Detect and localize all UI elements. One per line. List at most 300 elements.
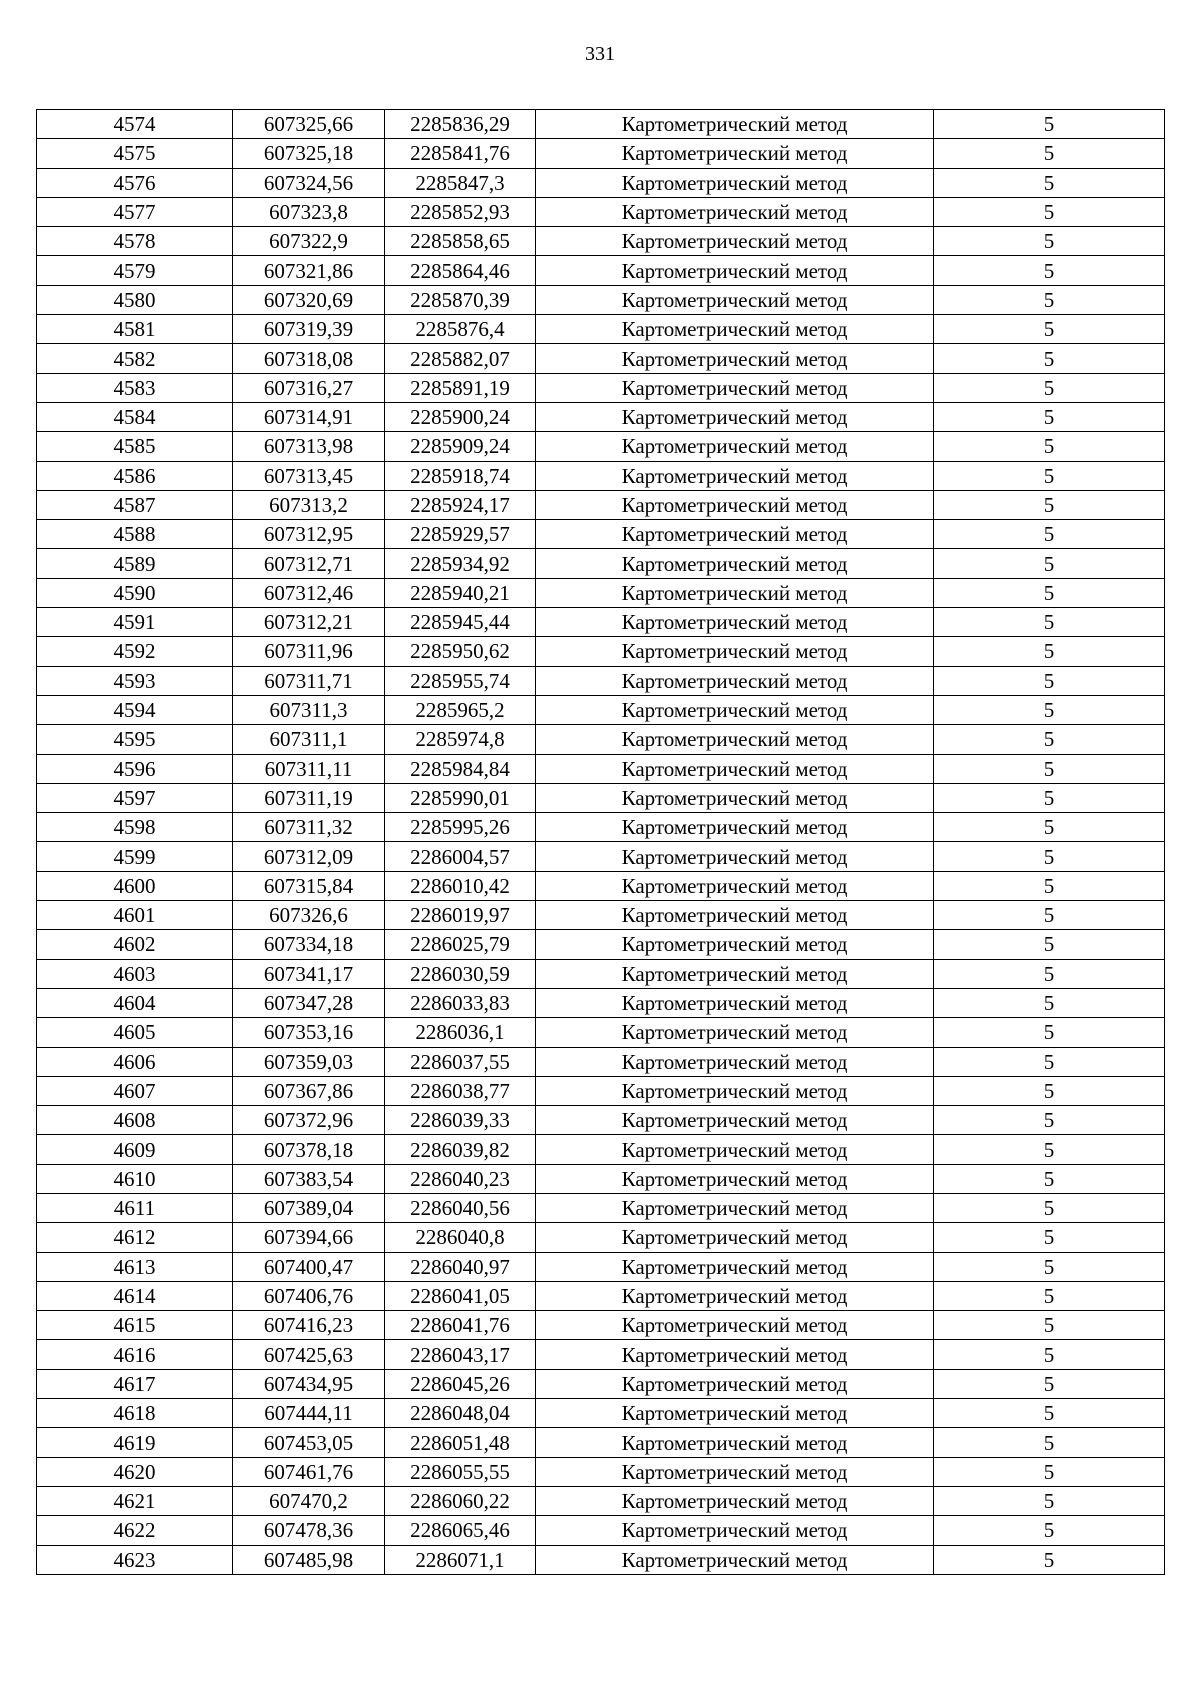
accuracy-cell: 5 [934, 490, 1165, 519]
table-body [37, 110, 1165, 1575]
method-cell: Картометрический метод [536, 666, 934, 695]
accuracy-cell: 5 [934, 1428, 1165, 1457]
method-cell: Картометрический метод [536, 578, 934, 607]
method-cell: Картометрический метод [536, 930, 934, 959]
y-coordinate-cell: 2286071,1 [385, 1545, 536, 1574]
table-row [37, 783, 1165, 812]
table-row [37, 1281, 1165, 1310]
point-number-cell: 4615 [37, 1311, 233, 1340]
accuracy-cell: 5 [934, 1223, 1165, 1252]
point-number-cell: 4618 [37, 1399, 233, 1428]
method-cell: Картометрический метод [536, 139, 934, 168]
method-cell: Картометрический метод [536, 988, 934, 1017]
table-row [37, 1076, 1165, 1105]
point-number-cell: 4586 [37, 461, 233, 490]
accuracy-cell: 5 [934, 285, 1165, 314]
table-row [37, 256, 1165, 285]
table-row [37, 1164, 1165, 1193]
point-number-cell: 4609 [37, 1135, 233, 1164]
x-coordinate-cell: 607359,03 [233, 1047, 385, 1076]
accuracy-cell: 5 [934, 1369, 1165, 1398]
point-number-cell: 4593 [37, 666, 233, 695]
y-coordinate-cell: 2286060,22 [385, 1486, 536, 1515]
method-cell: Картометрический метод [536, 1369, 934, 1398]
x-coordinate-cell: 607312,95 [233, 520, 385, 549]
table-row [37, 1457, 1165, 1486]
accuracy-cell: 5 [934, 168, 1165, 197]
method-cell: Картометрический метод [536, 344, 934, 373]
x-coordinate-cell: 607416,23 [233, 1311, 385, 1340]
y-coordinate-cell: 2286040,8 [385, 1223, 536, 1252]
method-cell: Картометрический метод [536, 1311, 934, 1340]
y-coordinate-cell: 2285909,24 [385, 432, 536, 461]
accuracy-cell: 5 [934, 315, 1165, 344]
accuracy-cell: 5 [934, 1545, 1165, 1574]
table-row [37, 285, 1165, 314]
accuracy-cell: 5 [934, 373, 1165, 402]
table-row [37, 1399, 1165, 1428]
table-row [37, 1545, 1165, 1574]
method-cell: Картометрический метод [536, 813, 934, 842]
method-cell: Картометрический метод [536, 901, 934, 930]
y-coordinate-cell: 2286039,82 [385, 1135, 536, 1164]
table-row [37, 197, 1165, 226]
y-coordinate-cell: 2285900,24 [385, 402, 536, 431]
accuracy-cell: 5 [934, 1486, 1165, 1515]
accuracy-cell: 5 [934, 432, 1165, 461]
x-coordinate-cell: 607461,76 [233, 1457, 385, 1486]
table-row [37, 666, 1165, 695]
method-cell: Картометрический метод [536, 1399, 934, 1428]
point-number-cell: 4574 [37, 110, 233, 139]
x-coordinate-cell: 607378,18 [233, 1135, 385, 1164]
accuracy-cell: 5 [934, 1252, 1165, 1281]
table-row [37, 1223, 1165, 1252]
method-cell: Картометрический метод [536, 1457, 934, 1486]
point-number-cell: 4587 [37, 490, 233, 519]
table-row [37, 871, 1165, 900]
accuracy-cell: 5 [934, 402, 1165, 431]
table-row [37, 315, 1165, 344]
point-number-cell: 4591 [37, 608, 233, 637]
y-coordinate-cell: 2286048,04 [385, 1399, 536, 1428]
x-coordinate-cell: 607341,17 [233, 959, 385, 988]
method-cell: Картометрический метод [536, 227, 934, 256]
accuracy-cell: 5 [934, 1018, 1165, 1047]
method-cell: Картометрический метод [536, 1223, 934, 1252]
table-row [37, 1252, 1165, 1281]
method-cell: Картометрический метод [536, 285, 934, 314]
point-number-cell: 4598 [37, 813, 233, 842]
point-number-cell: 4608 [37, 1106, 233, 1135]
accuracy-cell: 5 [934, 695, 1165, 724]
method-cell: Картометрический метод [536, 842, 934, 871]
point-number-cell: 4582 [37, 344, 233, 373]
point-number-cell: 4623 [37, 1545, 233, 1574]
y-coordinate-cell: 2286055,55 [385, 1457, 536, 1486]
method-cell: Картометрический метод [536, 315, 934, 344]
x-coordinate-cell: 607485,98 [233, 1545, 385, 1574]
accuracy-cell: 5 [934, 344, 1165, 373]
table-row [37, 695, 1165, 724]
accuracy-cell: 5 [934, 608, 1165, 637]
x-coordinate-cell: 607326,6 [233, 901, 385, 930]
table-row [37, 1311, 1165, 1340]
method-cell: Картометрический метод [536, 1486, 934, 1515]
x-coordinate-cell: 607367,86 [233, 1076, 385, 1105]
y-coordinate-cell: 2286019,97 [385, 901, 536, 930]
point-number-cell: 4602 [37, 930, 233, 959]
y-coordinate-cell: 2285836,29 [385, 110, 536, 139]
accuracy-cell: 5 [934, 1193, 1165, 1222]
method-cell: Картометрический метод [536, 1545, 934, 1574]
point-number-cell: 4595 [37, 725, 233, 754]
y-coordinate-cell: 2286041,05 [385, 1281, 536, 1310]
method-cell: Картометрический метод [536, 608, 934, 637]
point-number-cell: 4607 [37, 1076, 233, 1105]
point-number-cell: 4600 [37, 871, 233, 900]
point-number-cell: 4613 [37, 1252, 233, 1281]
x-coordinate-cell: 607318,08 [233, 344, 385, 373]
method-cell: Картометрический метод [536, 1018, 934, 1047]
table-row [37, 139, 1165, 168]
table-row [37, 520, 1165, 549]
y-coordinate-cell: 2285847,3 [385, 168, 536, 197]
y-coordinate-cell: 2286036,1 [385, 1018, 536, 1047]
table-row [37, 578, 1165, 607]
y-coordinate-cell: 2285965,2 [385, 695, 536, 724]
table-row [37, 1106, 1165, 1135]
y-coordinate-cell: 2286045,26 [385, 1369, 536, 1398]
accuracy-cell: 5 [934, 1106, 1165, 1135]
table-row [37, 608, 1165, 637]
method-cell: Картометрический метод [536, 725, 934, 754]
y-coordinate-cell: 2285864,46 [385, 256, 536, 285]
point-number-cell: 4616 [37, 1340, 233, 1369]
point-number-cell: 4599 [37, 842, 233, 871]
table-row [37, 1486, 1165, 1515]
point-number-cell: 4588 [37, 520, 233, 549]
y-coordinate-cell: 2286030,59 [385, 959, 536, 988]
accuracy-cell: 5 [934, 871, 1165, 900]
x-coordinate-cell: 607312,09 [233, 842, 385, 871]
accuracy-cell: 5 [934, 930, 1165, 959]
method-cell: Картометрический метод [536, 1516, 934, 1545]
point-number-cell: 4603 [37, 959, 233, 988]
accuracy-cell: 5 [934, 1340, 1165, 1369]
y-coordinate-cell: 2286025,79 [385, 930, 536, 959]
y-coordinate-cell: 2286040,23 [385, 1164, 536, 1193]
x-coordinate-cell: 607434,95 [233, 1369, 385, 1398]
method-cell: Картометрический метод [536, 695, 934, 724]
point-number-cell: 4604 [37, 988, 233, 1017]
point-number-cell: 4614 [37, 1281, 233, 1310]
x-coordinate-cell: 607394,66 [233, 1223, 385, 1252]
table-row [37, 1340, 1165, 1369]
x-coordinate-cell: 607314,91 [233, 402, 385, 431]
accuracy-cell: 5 [934, 1399, 1165, 1428]
y-coordinate-cell: 2286010,42 [385, 871, 536, 900]
point-number-cell: 4606 [37, 1047, 233, 1076]
y-coordinate-cell: 2286051,48 [385, 1428, 536, 1457]
x-coordinate-cell: 607406,76 [233, 1281, 385, 1310]
y-coordinate-cell: 2285924,17 [385, 490, 536, 519]
table-row [37, 1135, 1165, 1164]
y-coordinate-cell: 2285870,39 [385, 285, 536, 314]
y-coordinate-cell: 2286039,33 [385, 1106, 536, 1135]
method-cell: Картометрический метод [536, 373, 934, 402]
x-coordinate-cell: 607334,18 [233, 930, 385, 959]
table-row [37, 1018, 1165, 1047]
method-cell: Картометрический метод [536, 256, 934, 285]
x-coordinate-cell: 607400,47 [233, 1252, 385, 1281]
accuracy-cell: 5 [934, 783, 1165, 812]
table-row [37, 461, 1165, 490]
point-number-cell: 4622 [37, 1516, 233, 1545]
method-cell: Картометрический метод [536, 461, 934, 490]
x-coordinate-cell: 607389,04 [233, 1193, 385, 1222]
method-cell: Картометрический метод [536, 871, 934, 900]
x-coordinate-cell: 607312,21 [233, 608, 385, 637]
accuracy-cell: 5 [934, 1135, 1165, 1164]
y-coordinate-cell: 2285974,8 [385, 725, 536, 754]
table-row [37, 549, 1165, 578]
point-number-cell: 4612 [37, 1223, 233, 1252]
x-coordinate-cell: 607312,71 [233, 549, 385, 578]
x-coordinate-cell: 607313,45 [233, 461, 385, 490]
y-coordinate-cell: 2286038,77 [385, 1076, 536, 1105]
y-coordinate-cell: 2285934,92 [385, 549, 536, 578]
x-coordinate-cell: 607323,8 [233, 197, 385, 226]
x-coordinate-cell: 607353,16 [233, 1018, 385, 1047]
x-coordinate-cell: 607311,32 [233, 813, 385, 842]
y-coordinate-cell: 2285876,4 [385, 315, 536, 344]
point-number-cell: 4610 [37, 1164, 233, 1193]
method-cell: Картометрический метод [536, 1428, 934, 1457]
x-coordinate-cell: 607311,11 [233, 754, 385, 783]
point-number-cell: 4605 [37, 1018, 233, 1047]
y-coordinate-cell: 2285891,19 [385, 373, 536, 402]
x-coordinate-cell: 607478,36 [233, 1516, 385, 1545]
point-number-cell: 4601 [37, 901, 233, 930]
accuracy-cell: 5 [934, 578, 1165, 607]
y-coordinate-cell: 2286043,17 [385, 1340, 536, 1369]
table-row [37, 402, 1165, 431]
x-coordinate-cell: 607322,9 [233, 227, 385, 256]
point-number-cell: 4576 [37, 168, 233, 197]
y-coordinate-cell: 2285852,93 [385, 197, 536, 226]
table-row [37, 1516, 1165, 1545]
y-coordinate-cell: 2285841,76 [385, 139, 536, 168]
accuracy-cell: 5 [934, 110, 1165, 139]
accuracy-cell: 5 [934, 256, 1165, 285]
accuracy-cell: 5 [934, 959, 1165, 988]
method-cell: Картометрический метод [536, 1164, 934, 1193]
accuracy-cell: 5 [934, 461, 1165, 490]
point-number-cell: 4594 [37, 695, 233, 724]
point-number-cell: 4592 [37, 637, 233, 666]
table-row [37, 344, 1165, 373]
point-number-cell: 4619 [37, 1428, 233, 1457]
point-number-cell: 4597 [37, 783, 233, 812]
point-number-cell: 4583 [37, 373, 233, 402]
y-coordinate-cell: 2285984,84 [385, 754, 536, 783]
x-coordinate-cell: 607313,98 [233, 432, 385, 461]
table-row [37, 901, 1165, 930]
point-number-cell: 4580 [37, 285, 233, 314]
point-number-cell: 4590 [37, 578, 233, 607]
accuracy-cell: 5 [934, 988, 1165, 1017]
accuracy-cell: 5 [934, 1516, 1165, 1545]
x-coordinate-cell: 607324,56 [233, 168, 385, 197]
accuracy-cell: 5 [934, 139, 1165, 168]
method-cell: Картометрический метод [536, 1252, 934, 1281]
accuracy-cell: 5 [934, 725, 1165, 754]
method-cell: Картометрический метод [536, 402, 934, 431]
accuracy-cell: 5 [934, 901, 1165, 930]
point-number-cell: 4611 [37, 1193, 233, 1222]
table-row [37, 637, 1165, 666]
x-coordinate-cell: 607425,63 [233, 1340, 385, 1369]
y-coordinate-cell: 2286041,76 [385, 1311, 536, 1340]
accuracy-cell: 5 [934, 842, 1165, 871]
method-cell: Картометрический метод [536, 1340, 934, 1369]
table-row [37, 754, 1165, 783]
page-number: 331 [585, 43, 615, 65]
x-coordinate-cell: 607316,27 [233, 373, 385, 402]
method-cell: Картометрический метод [536, 637, 934, 666]
point-number-cell: 4585 [37, 432, 233, 461]
y-coordinate-cell: 2285858,65 [385, 227, 536, 256]
method-cell: Картометрический метод [536, 1047, 934, 1076]
y-coordinate-cell: 2285945,44 [385, 608, 536, 637]
x-coordinate-cell: 607312,46 [233, 578, 385, 607]
y-coordinate-cell: 2286040,97 [385, 1252, 536, 1281]
accuracy-cell: 5 [934, 1164, 1165, 1193]
accuracy-cell: 5 [934, 666, 1165, 695]
x-coordinate-cell: 607311,19 [233, 783, 385, 812]
accuracy-cell: 5 [934, 813, 1165, 842]
y-coordinate-cell: 2285950,62 [385, 637, 536, 666]
coordinates-table [36, 109, 1165, 1575]
y-coordinate-cell: 2285955,74 [385, 666, 536, 695]
point-number-cell: 4617 [37, 1369, 233, 1398]
method-cell: Картометрический метод [536, 1076, 934, 1105]
y-coordinate-cell: 2285882,07 [385, 344, 536, 373]
x-coordinate-cell: 607315,84 [233, 871, 385, 900]
x-coordinate-cell: 607470,2 [233, 1486, 385, 1515]
table-row [37, 1193, 1165, 1222]
method-cell: Картометрический метод [536, 490, 934, 519]
x-coordinate-cell: 607319,39 [233, 315, 385, 344]
method-cell: Картометрический метод [536, 432, 934, 461]
table-row [37, 1369, 1165, 1398]
table-row [37, 842, 1165, 871]
x-coordinate-cell: 607383,54 [233, 1164, 385, 1193]
method-cell: Картометрический метод [536, 168, 934, 197]
x-coordinate-cell: 607311,1 [233, 725, 385, 754]
point-number-cell: 4621 [37, 1486, 233, 1515]
accuracy-cell: 5 [934, 227, 1165, 256]
method-cell: Картометрический метод [536, 110, 934, 139]
method-cell: Картометрический метод [536, 1106, 934, 1135]
point-number-cell: 4579 [37, 256, 233, 285]
y-coordinate-cell: 2286065,46 [385, 1516, 536, 1545]
x-coordinate-cell: 607311,3 [233, 695, 385, 724]
method-cell: Картометрический метод [536, 754, 934, 783]
y-coordinate-cell: 2285918,74 [385, 461, 536, 490]
y-coordinate-cell: 2286040,56 [385, 1193, 536, 1222]
table-row [37, 988, 1165, 1017]
accuracy-cell: 5 [934, 197, 1165, 226]
accuracy-cell: 5 [934, 549, 1165, 578]
y-coordinate-cell: 2285990,01 [385, 783, 536, 812]
table-row [37, 227, 1165, 256]
table-row [37, 110, 1165, 139]
point-number-cell: 4581 [37, 315, 233, 344]
accuracy-cell: 5 [934, 1047, 1165, 1076]
table-row [37, 432, 1165, 461]
method-cell: Картометрический метод [536, 1193, 934, 1222]
x-coordinate-cell: 607320,69 [233, 285, 385, 314]
accuracy-cell: 5 [934, 520, 1165, 549]
y-coordinate-cell: 2286037,55 [385, 1047, 536, 1076]
point-number-cell: 4589 [37, 549, 233, 578]
method-cell: Картометрический метод [536, 197, 934, 226]
x-coordinate-cell: 607311,96 [233, 637, 385, 666]
method-cell: Картометрический метод [536, 549, 934, 578]
x-coordinate-cell: 607321,86 [233, 256, 385, 285]
y-coordinate-cell: 2285995,26 [385, 813, 536, 842]
table-row [37, 373, 1165, 402]
table-row [37, 959, 1165, 988]
point-number-cell: 4620 [37, 1457, 233, 1486]
point-number-cell: 4596 [37, 754, 233, 783]
y-coordinate-cell: 2285940,21 [385, 578, 536, 607]
accuracy-cell: 5 [934, 637, 1165, 666]
x-coordinate-cell: 607444,11 [233, 1399, 385, 1428]
table-row [37, 725, 1165, 754]
table-row [37, 490, 1165, 519]
x-coordinate-cell: 607372,96 [233, 1106, 385, 1135]
accuracy-cell: 5 [934, 1311, 1165, 1340]
table-row [37, 1428, 1165, 1457]
accuracy-cell: 5 [934, 1076, 1165, 1105]
method-cell: Картометрический метод [536, 1281, 934, 1310]
table-row [37, 930, 1165, 959]
point-number-cell: 4578 [37, 227, 233, 256]
point-number-cell: 4575 [37, 139, 233, 168]
x-coordinate-cell: 607325,18 [233, 139, 385, 168]
point-number-cell: 4577 [37, 197, 233, 226]
x-coordinate-cell: 607453,05 [233, 1428, 385, 1457]
method-cell: Картометрический метод [536, 783, 934, 812]
method-cell: Картометрический метод [536, 1135, 934, 1164]
method-cell: Картометрический метод [536, 959, 934, 988]
point-number-cell: 4584 [37, 402, 233, 431]
y-coordinate-cell: 2286004,57 [385, 842, 536, 871]
accuracy-cell: 5 [934, 1457, 1165, 1486]
y-coordinate-cell: 2285929,57 [385, 520, 536, 549]
x-coordinate-cell: 607325,66 [233, 110, 385, 139]
x-coordinate-cell: 607313,2 [233, 490, 385, 519]
accuracy-cell: 5 [934, 754, 1165, 783]
y-coordinate-cell: 2286033,83 [385, 988, 536, 1017]
table-row [37, 813, 1165, 842]
x-coordinate-cell: 607347,28 [233, 988, 385, 1017]
method-cell: Картометрический метод [536, 520, 934, 549]
table-row [37, 1047, 1165, 1076]
